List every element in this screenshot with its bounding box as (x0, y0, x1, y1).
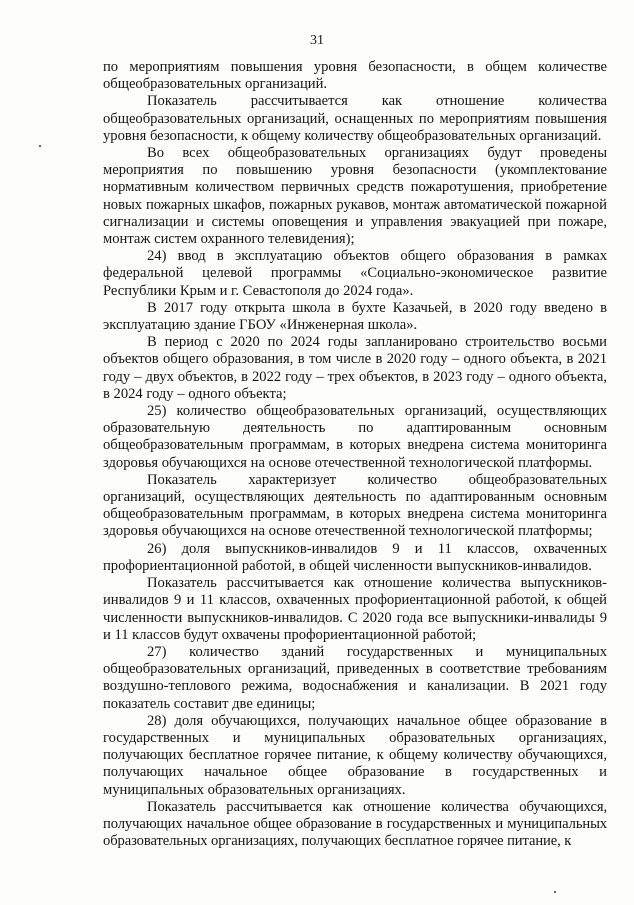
paragraph-8: Показатель характеризует количество общеобразовательных организаций, осуществляющих деятельность по адаптированным основным общеобразовательным программам, в которых внедрена система мониторинга здоровья обучающихся на основе отечественной технологической платформы; (103, 471, 607, 540)
paragraph-2: Показатель рассчитывается как отношение количества общеобразовательных организаций, оснащенных по мероприятиям повышения уровня безопасности, к общему количеству общеобразовательных организаций. (103, 93, 607, 144)
paragraph-9: 26) доля выпускников-инвалидов 9 и 11 классов, охваченных профориентационной работой, в общей численности выпускников-инвалидов. (103, 540, 607, 574)
scan-speck (39, 145, 41, 147)
paragraph-7: 25) количество общеобразовательных организаций, осуществляющих образовательную деятельность по адаптированным основным общеобразовательным программам, в которых внедрена система мониторинга здоровья обучающихся на основе отечественной технологической платформы. (103, 403, 607, 471)
paragraph-10: Показатель рассчитывается как отношение количества выпускников-инвалидов 9 и 11 классов, охваченных профориентационной работой, к общей численности выпускников-инвалидов. С 2020 года все выпускники-инвалиды 9 и 11 классов будут охвачены профориентационной работой; (103, 575, 607, 643)
paragraph-4: 24) ввод в эксплуатацию объектов общего образования в рамках федеральной целевой программы «Социально-экономическое развитие Республики Крым и г. Севастополя до 2024 года». (103, 248, 607, 299)
paragraph-3: Во всех общеобразовательных организациях будут проведены мероприятия по повышению уровня безопасности (укомплектование нормативным количеством первичных средств пожаротушения, приобретение новых пожарных шкафов, пожарных рукавов, монтаж автоматической пожарной сигнализации и системы оповещения и управления эвакуацией при пожаре, монтаж систем охранного телевидения); (103, 145, 607, 248)
scan-speck (554, 891, 556, 893)
paragraph-1: по мероприятиям повышения уровня безопасности, в общем количестве общеобразовательных организаций. (103, 59, 607, 93)
paragraph-12: 28) доля обучающихся, получающих начальное общее образование в государственных и муниципальных образовательных организациях, получающих бесплатное горячее питание, к общему количеству обучающихся, получающих начальное общее образование в государственных и муниципальных образовательных организациях. (103, 712, 607, 798)
paragraph-5: В 2017 году открыта школа в бухте Казачьей, в 2020 году введено в эксплуатацию здание ГБОУ «Инженерная школа». (103, 299, 607, 334)
paragraph-11: 27) количество зданий государственных и муниципальных общеобразовательных организаций, приведенных в соответствие требованиям воздушно-теплового режима, водоснабжения и канализации. В 2021 году показатель составит две единицы; (103, 643, 607, 712)
paragraph-13: Показатель рассчитывается как отношение количества обучающихся, получающих начальное общее образование в государственных и муниципальных образовательных организациях, получающих бесплатное горячее питание, к (103, 798, 607, 850)
body-text (103, 59, 607, 850)
paragraph-6: В период с 2020 по 2024 годы запланировано строительство восьми объектов общего образования, в том числе в 2020 году – одного объекта, в 2021 году – двух объектов, в 2022 году – трех объектов, в 2023 году – одного объекта, в 2024 году – одного объекта; (103, 334, 607, 402)
page-number: 31 (310, 33, 324, 48)
